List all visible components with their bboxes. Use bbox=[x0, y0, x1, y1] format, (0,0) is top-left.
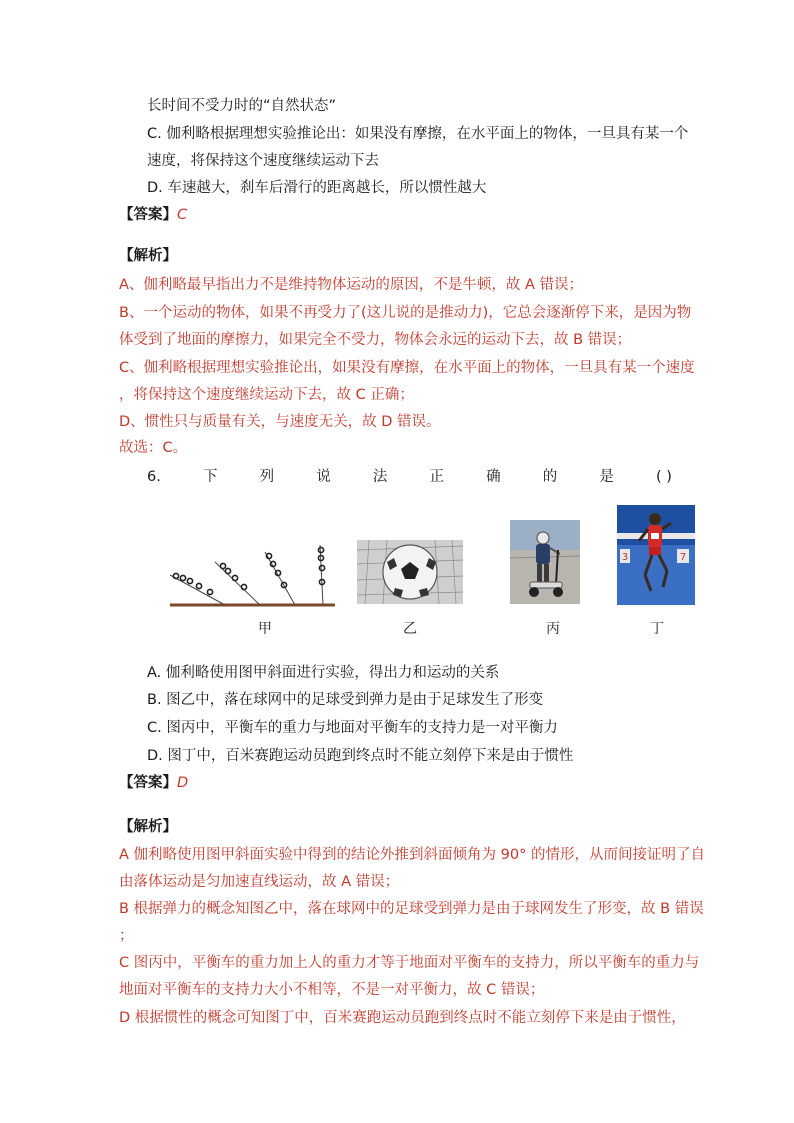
q6-char: 下 bbox=[202, 469, 218, 485]
q6-analysis-line: B 根据弹力的概念知图乙中，落在球网中的足球受到弹力是由于球网发生了形变，故 B 错误 bbox=[119, 901, 704, 917]
q6-char: 确 bbox=[486, 469, 501, 485]
q5-analysis-line: C、伽利略根据理想实验推论出，如果没有摩擦，在水平面上的物体，一旦具有某一个速度 bbox=[119, 360, 695, 376]
q6-analysis-line: 地面对平衡车的支持力大小不相等，不是一对平衡力，故 C 错误； bbox=[119, 982, 545, 998]
runner-head bbox=[649, 513, 661, 525]
incline-4 bbox=[320, 545, 323, 605]
q6-number: 6. bbox=[147, 469, 161, 485]
q6-analysis-line: D 根据惯性的概念可知图丁中，百米赛跑运动员跑到终点时不能立刻停下来是由于惯性， bbox=[119, 1010, 686, 1026]
q5-analysis-line: B、一个运动的物体，如果不再受力了(这儿说的是推动力)，它总会逐渐停下来，是因为物 bbox=[119, 305, 692, 321]
q6-char: 说 bbox=[316, 469, 331, 485]
runner-shorts bbox=[649, 547, 661, 555]
figure-jia-inclines bbox=[165, 540, 340, 610]
q5-analysis-line: A、伽利略最早指出力不是维持物体运动的原因，不是牛顿，故 A 错误； bbox=[119, 277, 584, 293]
incline-1 bbox=[170, 575, 225, 605]
caption-jia: 甲 bbox=[258, 621, 272, 637]
q5-answer bbox=[119, 205, 187, 225]
q6-analysis-heading: 【解析】 bbox=[119, 819, 177, 835]
caption-yi: 乙 bbox=[403, 621, 417, 637]
q5-option-c-line2: 速度，将保持这个速度继续运动下去 bbox=[147, 153, 379, 169]
lane-number: 3 bbox=[621, 552, 629, 563]
q5-analysis-line: 体受到了地面的摩擦力，如果完全不受力，物体会永远的运动下去，故 B 错误； bbox=[119, 332, 632, 348]
jacket bbox=[536, 544, 550, 564]
q6-char: 法 bbox=[372, 469, 388, 485]
leg-left bbox=[537, 564, 542, 582]
leg-right bbox=[544, 564, 549, 582]
figure-ding-sprinter bbox=[617, 505, 695, 605]
q6-analysis-line: 由落体运动是匀加速直线运动，故 A 错误； bbox=[119, 874, 400, 890]
q5-option-c-line1: C. 伽利略根据理想实验推论出：如果没有摩擦，在水平面上的物体，一旦具有某一个 bbox=[147, 126, 689, 142]
q6-analysis-line: A 伽利略使用图甲斜面实验中得到的结论外推到斜面倾角为 90° 的情形，从而间接证明了自 bbox=[119, 847, 705, 863]
q6-answer bbox=[119, 773, 188, 793]
q5-option-d: D. 车速越大，刹车后滑行的距离越长，所以惯性越大 bbox=[147, 180, 487, 196]
q6-option-c: C. 图丙中，平衡车的重力与地面对平衡车的支持力是一对平衡力 bbox=[147, 720, 558, 736]
q6-stem bbox=[147, 467, 672, 487]
q6-char: 正 bbox=[429, 469, 444, 485]
q5-analysis-line: 故选：C。 bbox=[119, 440, 188, 456]
q6-option-d: D. 图丁中，百米赛跑运动员跑到终点时不能立刻停下来是由于惯性 bbox=[147, 748, 574, 764]
incline-3 bbox=[265, 552, 295, 605]
q6-analysis-line: C 图丙中，平衡车的重力加上人的重力才等于地面对平衡车的支持力，所以平衡车的重力与 bbox=[119, 955, 700, 971]
q6-option-b: B. 图乙中，落在球网中的足球受到弹力是由于足球发生了形变 bbox=[147, 692, 544, 708]
lane-number: 7 bbox=[679, 552, 687, 563]
q6-paren: ( ) bbox=[655, 469, 672, 485]
q5-analysis-heading: 【解析】 bbox=[119, 248, 177, 264]
q5-option-b-tail: 长时间不受力时的“自然状态” bbox=[147, 98, 337, 114]
answer-value: D bbox=[177, 775, 189, 791]
helmet bbox=[537, 532, 549, 544]
figure-bing-balance-scooter bbox=[510, 520, 580, 604]
answer-value: C bbox=[177, 207, 188, 223]
balls bbox=[173, 547, 324, 594]
caption-ding: 丁 bbox=[650, 621, 664, 637]
answer-label: 【答案】 bbox=[119, 775, 177, 791]
caption-bing: 丙 bbox=[546, 621, 560, 637]
q6-option-a: A. 伽利略使用图甲斜面进行实验，得出力和运动的关系 bbox=[147, 665, 500, 681]
q6-analysis-line: ； bbox=[119, 928, 134, 944]
answer-label: 【答案】 bbox=[119, 207, 177, 223]
q6-char: 的 bbox=[542, 469, 558, 485]
figure-yi-football bbox=[357, 540, 463, 604]
q5-analysis-line: D、惯性只与质量有关，与速度无关，故 D 错误。 bbox=[119, 414, 441, 430]
wheel-left bbox=[529, 587, 539, 597]
q6-char: 是 bbox=[599, 469, 614, 485]
q5-analysis-line: ，将保持这个速度继续运动下去，故 C 正确； bbox=[119, 387, 414, 403]
wheel-right bbox=[553, 587, 563, 597]
runner-bib bbox=[651, 533, 659, 539]
q6-char: 列 bbox=[259, 469, 275, 485]
